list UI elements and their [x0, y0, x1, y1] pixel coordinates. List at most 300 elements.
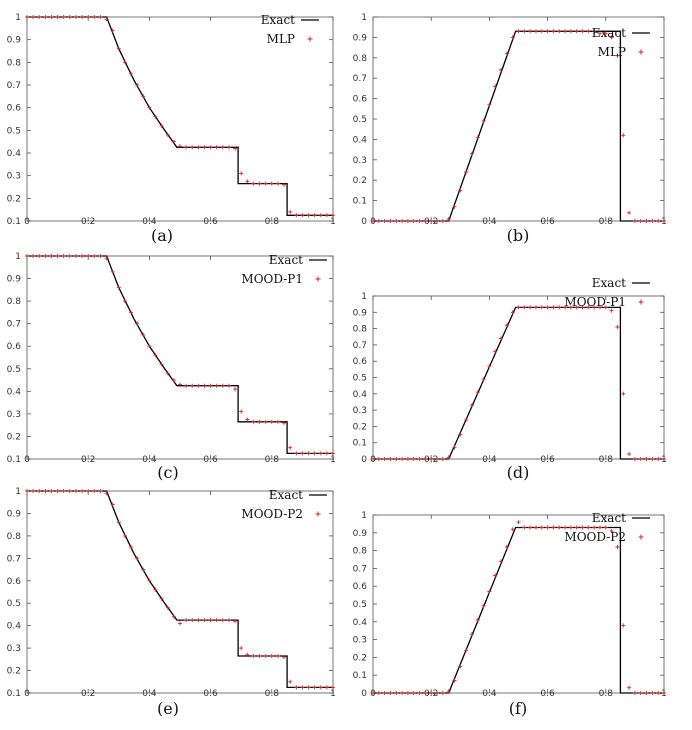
data-point — [215, 618, 219, 622]
y-tick-label: 1 — [15, 252, 21, 262]
y-tick-label: 0.6 — [352, 94, 367, 105]
data-point — [258, 654, 262, 658]
legend-marker-swatch — [639, 50, 644, 55]
x-tick-label: 0 — [370, 455, 376, 465]
data-point — [534, 526, 538, 530]
data-point — [621, 623, 625, 627]
chart-panel-6 — [353, 511, 667, 718]
chart-panel-5 — [7, 487, 336, 718]
data-point — [325, 685, 329, 689]
data-point — [62, 489, 66, 493]
data-point — [178, 621, 182, 625]
y-tick-label: 0.4 — [352, 617, 367, 628]
data-point — [389, 457, 393, 461]
data-point — [394, 457, 398, 461]
data-point — [540, 526, 544, 530]
data-point — [325, 213, 329, 217]
x-tick-label: 0.6 — [203, 217, 218, 227]
panel-caption: (c) — [157, 463, 179, 482]
y-tick-label: 0.9 — [6, 274, 21, 285]
series-line-exact — [373, 528, 664, 694]
data-point — [86, 15, 90, 19]
chart-panel-2 — [353, 13, 667, 245]
data-point — [221, 145, 225, 149]
y-tick-label: 0.7 — [6, 554, 21, 565]
data-point — [276, 420, 280, 424]
data-point — [98, 15, 102, 19]
data-point — [377, 219, 381, 223]
data-point — [117, 47, 121, 51]
legend-label: MLP — [266, 32, 295, 46]
data-point — [650, 691, 654, 695]
data-point — [37, 15, 41, 19]
y-tick-label: 0.2 — [6, 666, 21, 677]
data-point — [540, 29, 544, 33]
data-point — [575, 29, 579, 33]
data-point — [25, 254, 29, 258]
y-tick-label: 0.8 — [352, 546, 367, 557]
y-tick-label: 0.1 — [352, 196, 367, 207]
data-point — [294, 213, 298, 217]
data-point — [184, 145, 188, 149]
data-point — [639, 457, 643, 461]
data-point — [233, 387, 237, 391]
data-point — [400, 691, 404, 695]
data-point — [80, 489, 84, 493]
data-point — [627, 211, 631, 215]
y-tick-label: 0.5 — [352, 115, 367, 125]
data-point — [184, 384, 188, 388]
data-point — [546, 29, 550, 33]
data-point — [528, 305, 532, 309]
data-point — [528, 29, 532, 33]
panel-caption: (b) — [506, 226, 530, 245]
chart-panel-1 — [7, 13, 336, 245]
legend-label: MOOD-P2 — [241, 507, 303, 521]
data-point — [288, 210, 292, 214]
data-point — [557, 305, 561, 309]
y-tick-label: 0.7 — [6, 81, 21, 91]
x-tick-label: 0.6 — [540, 455, 555, 465]
data-point — [43, 15, 47, 19]
data-point — [111, 270, 115, 274]
y-tick-label: 0.5 — [352, 600, 367, 610]
data-point — [656, 219, 660, 223]
x-tick-label: 0.6 — [203, 455, 218, 465]
data-point — [50, 489, 54, 493]
x-tick-label: 0 — [24, 689, 30, 699]
data-point — [307, 451, 311, 455]
legend-label: Exact — [591, 26, 626, 40]
data-point — [313, 685, 317, 689]
chart-panel-4 — [353, 276, 667, 482]
y-tick-label: 0.7 — [352, 74, 367, 85]
data-point — [80, 254, 84, 258]
x-tick-label: 0.6 — [540, 217, 555, 227]
data-point — [394, 691, 398, 695]
x-tick-label: 0.6 — [540, 689, 555, 699]
data-point — [190, 618, 194, 622]
data-point — [98, 489, 102, 493]
data-point — [400, 219, 404, 223]
data-point — [31, 489, 35, 493]
data-point — [86, 254, 90, 258]
y-tick-label: 0.3 — [6, 644, 21, 655]
y-tick-label: 0.5 — [6, 599, 21, 610]
x-tick-label: 0 — [24, 455, 30, 465]
legend-label: MLP — [597, 45, 626, 59]
x-tick-label: 0.2 — [424, 689, 439, 699]
data-point — [557, 29, 561, 33]
data-point — [394, 219, 398, 223]
y-tick-label: 0.4 — [6, 621, 21, 632]
data-point — [209, 145, 213, 149]
legend-marker-swatch — [639, 300, 644, 305]
legend-label: MOOD-P2 — [564, 530, 626, 544]
data-point — [196, 618, 200, 622]
data-point — [383, 691, 387, 695]
data-point — [522, 305, 526, 309]
x-tick-label: 0 — [370, 689, 376, 699]
data-point — [563, 526, 567, 530]
data-point — [37, 489, 41, 493]
y-tick-label: 0.7 — [352, 340, 367, 351]
data-point — [239, 646, 243, 650]
data-point — [190, 145, 194, 149]
data-point — [288, 446, 292, 450]
data-point — [581, 526, 585, 530]
y-tick-label: 0.8 — [6, 297, 21, 308]
y-tick-label: 0.1 — [352, 438, 367, 449]
data-point — [209, 384, 213, 388]
data-point — [31, 254, 35, 258]
data-point — [551, 526, 555, 530]
data-point — [615, 545, 619, 549]
data-point — [621, 133, 625, 137]
x-tick-label: 0.8 — [264, 455, 279, 465]
y-tick-label: 0.3 — [352, 635, 367, 646]
legend-marker-swatch — [316, 277, 321, 282]
data-point — [92, 254, 96, 258]
y-tick-label: 0.9 — [352, 308, 367, 319]
legend-label: Exact — [268, 488, 303, 502]
x-tick-label: 0.2 — [81, 217, 96, 227]
y-tick-label: 0.5 — [6, 364, 21, 375]
data-point — [569, 526, 573, 530]
data-point — [627, 686, 631, 690]
data-point — [464, 170, 468, 174]
data-point — [294, 451, 298, 455]
x-tick-label: 0.2 — [81, 455, 96, 465]
legend-marker-swatch — [316, 512, 321, 517]
x-tick-label: 0.6 — [203, 689, 218, 699]
legend-label: Exact — [268, 253, 303, 267]
data-point — [586, 29, 590, 33]
x-tick-label: 1 — [330, 689, 336, 699]
y-tick-label: 0.6 — [6, 576, 21, 587]
data-point — [412, 219, 416, 223]
y-tick-label: 1 — [15, 13, 21, 23]
x-tick-label: 0.4 — [482, 455, 497, 465]
data-point — [604, 526, 608, 530]
legend-label: Exact — [260, 13, 295, 27]
data-point — [239, 410, 243, 414]
series-line-exact — [27, 17, 333, 215]
data-point — [25, 489, 29, 493]
data-point — [270, 182, 274, 186]
data-point — [633, 219, 637, 223]
data-point — [633, 691, 637, 695]
data-point — [610, 309, 614, 313]
y-tick-label: 0 — [361, 217, 367, 227]
panel-caption: (d) — [506, 463, 530, 482]
data-point — [92, 15, 96, 19]
data-point — [68, 15, 72, 19]
data-point — [264, 182, 268, 186]
y-tick-label: 0.8 — [352, 53, 367, 64]
data-point — [264, 654, 268, 658]
y-tick-label: 0.2 — [352, 653, 367, 664]
data-point — [441, 457, 445, 461]
y-tick-label: 0.8 — [6, 58, 21, 69]
y-tick-label: 0.9 — [352, 33, 367, 44]
data-point — [270, 654, 274, 658]
legend-label: MOOD-P1 — [241, 272, 303, 286]
data-point — [645, 691, 649, 695]
data-point — [406, 457, 410, 461]
y-tick-label: 0.7 — [352, 564, 367, 575]
data-point — [215, 145, 219, 149]
y-tick-label: 0.8 — [6, 531, 21, 542]
data-point — [203, 618, 207, 622]
y-tick-label: 0.9 — [6, 509, 21, 520]
data-point — [56, 254, 60, 258]
data-point — [383, 219, 387, 223]
data-point — [546, 305, 550, 309]
data-point — [276, 182, 280, 186]
data-point — [627, 452, 631, 456]
y-tick-label: 0.3 — [6, 409, 21, 420]
y-tick-label: 0.3 — [6, 171, 21, 182]
data-point — [313, 451, 317, 455]
data-point — [50, 254, 54, 258]
data-point — [307, 213, 311, 217]
data-point — [441, 219, 445, 223]
data-point — [540, 305, 544, 309]
data-point — [196, 145, 200, 149]
data-point — [43, 254, 47, 258]
data-point — [264, 420, 268, 424]
data-point — [528, 526, 532, 530]
data-point — [80, 15, 84, 19]
data-point — [650, 219, 654, 223]
data-point — [74, 489, 78, 493]
series-line-exact — [373, 31, 664, 221]
x-tick-label: 1 — [661, 455, 667, 465]
data-point — [534, 29, 538, 33]
data-point — [319, 451, 323, 455]
data-point — [645, 457, 649, 461]
data-point — [227, 618, 231, 622]
y-tick-label: 0.2 — [352, 176, 367, 187]
data-point — [325, 451, 329, 455]
data-point — [319, 213, 323, 217]
y-tick-label: 0.1 — [6, 217, 21, 227]
data-point — [569, 29, 573, 33]
y-tick-label: 0.8 — [352, 324, 367, 335]
data-point — [586, 526, 590, 530]
data-point — [56, 15, 60, 19]
data-point — [203, 145, 207, 149]
data-point — [50, 15, 54, 19]
data-point — [209, 618, 213, 622]
legend-marker-swatch — [639, 535, 644, 540]
data-point — [68, 489, 72, 493]
y-tick-label: 0.3 — [352, 155, 367, 166]
data-point — [383, 457, 387, 461]
data-point — [656, 457, 660, 461]
x-tick-label: 0.4 — [482, 217, 497, 227]
data-point — [245, 418, 249, 422]
data-point — [56, 489, 60, 493]
y-tick-label: 0.4 — [352, 389, 367, 400]
data-point — [656, 691, 660, 695]
data-point — [418, 457, 422, 461]
data-point — [319, 685, 323, 689]
x-tick-label: 1 — [661, 217, 667, 227]
legend-label: Exact — [591, 511, 626, 525]
data-point — [598, 526, 602, 530]
data-point — [418, 691, 422, 695]
data-point — [270, 420, 274, 424]
x-tick-label: 0.8 — [598, 217, 613, 227]
y-tick-label: 0.1 — [6, 455, 21, 465]
data-point — [203, 384, 207, 388]
y-tick-label: 0.9 — [6, 35, 21, 46]
y-tick-label: 0.9 — [352, 528, 367, 539]
x-tick-label: 0 — [370, 217, 376, 227]
y-tick-label: 0.6 — [352, 357, 367, 368]
panel-caption: (f) — [508, 699, 528, 718]
data-point — [575, 526, 579, 530]
y-tick-label: 0.4 — [6, 387, 21, 398]
data-point — [522, 29, 526, 33]
y-tick-label: 1 — [361, 511, 367, 521]
series-line-exact — [373, 307, 664, 459]
data-point — [441, 691, 445, 695]
data-point — [74, 254, 78, 258]
x-tick-label: 0 — [24, 217, 30, 227]
data-point — [621, 392, 625, 396]
data-point — [639, 219, 643, 223]
data-point — [522, 526, 526, 530]
data-point — [276, 654, 280, 658]
legend-label: MOOD-P1 — [564, 295, 626, 309]
data-point — [288, 680, 292, 684]
data-point — [412, 691, 416, 695]
x-tick-label: 0.2 — [81, 689, 96, 699]
data-point — [37, 254, 41, 258]
data-point — [251, 420, 255, 424]
data-point — [68, 254, 72, 258]
data-point — [557, 526, 561, 530]
x-tick-label: 0.4 — [482, 689, 497, 699]
data-point — [581, 29, 585, 33]
legend-label: Exact — [591, 276, 626, 290]
data-point — [300, 213, 304, 217]
data-point — [62, 254, 66, 258]
data-point — [221, 384, 225, 388]
data-point — [92, 489, 96, 493]
data-point — [300, 685, 304, 689]
data-point — [377, 457, 381, 461]
y-tick-label: 0.2 — [6, 194, 21, 205]
y-tick-label: 0.5 — [6, 126, 21, 137]
data-point — [551, 29, 555, 33]
y-tick-label: 0.4 — [6, 149, 21, 159]
y-tick-label: 0 — [361, 689, 367, 699]
data-point — [406, 219, 410, 223]
x-tick-label: 0.4 — [142, 217, 157, 227]
data-point — [534, 305, 538, 309]
data-point — [227, 145, 231, 149]
data-point — [184, 618, 188, 622]
data-point — [418, 219, 422, 223]
y-tick-label: 0.6 — [352, 582, 367, 593]
data-point — [258, 182, 262, 186]
data-point — [517, 305, 521, 309]
x-tick-label: 0.8 — [598, 689, 613, 699]
data-point — [412, 457, 416, 461]
data-point — [251, 654, 255, 658]
x-tick-label: 0.2 — [424, 455, 439, 465]
x-tick-label: 1 — [330, 455, 336, 465]
y-tick-label: 0.1 — [352, 671, 367, 682]
data-point — [258, 420, 262, 424]
data-point — [639, 691, 643, 695]
data-point — [406, 691, 410, 695]
data-point — [221, 618, 225, 622]
data-point — [43, 489, 47, 493]
data-point — [190, 384, 194, 388]
data-point — [563, 29, 567, 33]
data-point — [62, 15, 66, 19]
data-point — [31, 15, 35, 19]
y-tick-label: 0 — [361, 455, 367, 465]
y-tick-label: 0.4 — [352, 135, 367, 146]
y-tick-label: 0.1 — [6, 689, 21, 699]
data-point — [307, 685, 311, 689]
y-tick-label: 0.2 — [6, 432, 21, 443]
x-tick-label: 0.2 — [424, 217, 439, 227]
data-point — [215, 384, 219, 388]
panel-caption: (a) — [150, 226, 174, 245]
y-tick-label: 0.7 — [6, 319, 21, 330]
data-point — [294, 685, 298, 689]
x-tick-label: 0.4 — [142, 455, 157, 465]
data-point — [400, 457, 404, 461]
data-point — [633, 457, 637, 461]
x-tick-label: 0.4 — [142, 689, 157, 699]
y-tick-label: 1 — [15, 487, 21, 497]
legend-marker-swatch — [308, 37, 313, 42]
y-tick-label: 1 — [361, 13, 367, 23]
data-point — [196, 384, 200, 388]
data-point — [517, 520, 521, 524]
data-point — [98, 254, 102, 258]
data-point — [645, 219, 649, 223]
y-tick-label: 0.6 — [6, 103, 21, 114]
